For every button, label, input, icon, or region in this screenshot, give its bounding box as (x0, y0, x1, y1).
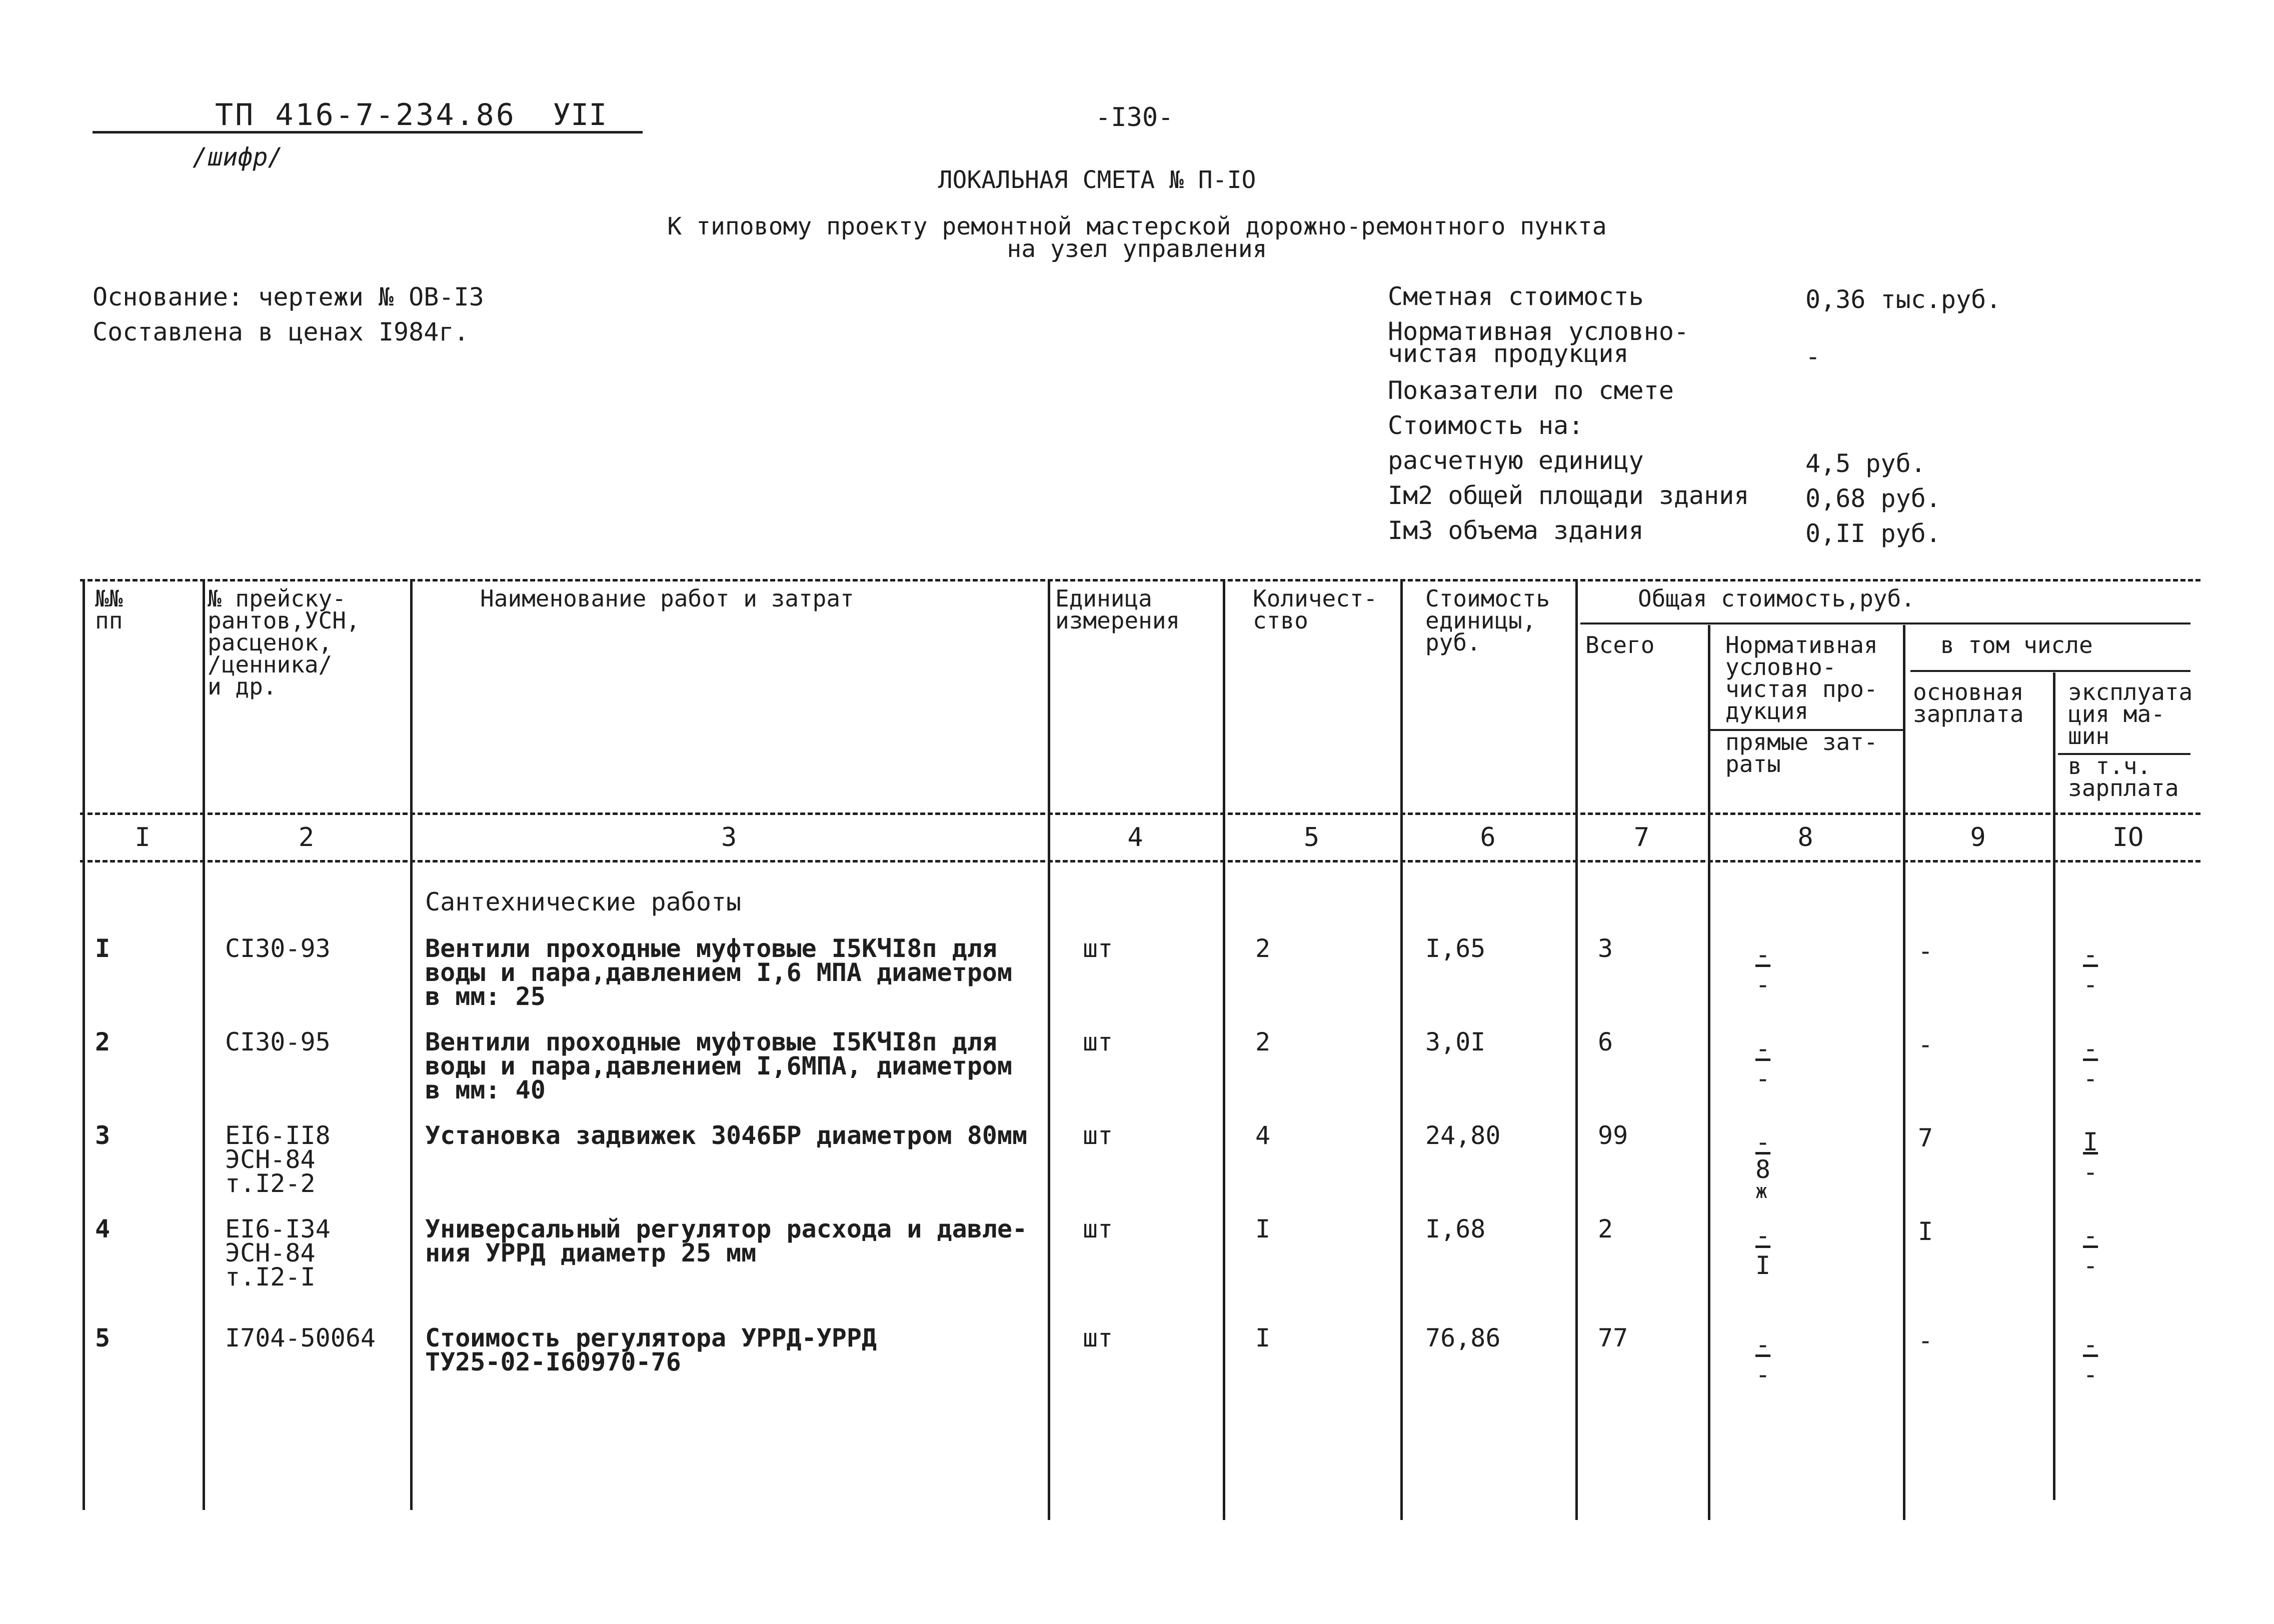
volume-cost-label: Iм3 объема здания (1388, 516, 1644, 545)
col-border-5 (1400, 580, 1403, 1520)
row-1-c10-top: - (2083, 940, 2098, 969)
col-border-2 (410, 580, 413, 1510)
row-5-c10-top: - (2083, 1330, 2098, 1359)
row-3-qty: 4 (1255, 1121, 1271, 1150)
row-4-c10-top: - (2083, 1221, 2098, 1250)
cost-on-label: Стоимость на: (1388, 411, 1584, 440)
unit-cost-label: расчетную единицу (1388, 446, 1644, 475)
header-c2: № прейску- рантов,УСН, расценок, /ценника/ и др. (208, 585, 360, 700)
row-1-c10-bottom: - (2083, 970, 2098, 999)
row-1-c8-bottom: - (1755, 970, 1771, 999)
subgroup-header-rule (1910, 670, 2190, 672)
row-1-unit: шт (1083, 934, 1113, 963)
estimated-cost-value: 0,36 тыс.руб. (1805, 285, 2001, 314)
row-3-unit: шт (1083, 1121, 1113, 1150)
header-c4: Единица измерения (1055, 585, 1180, 634)
col-border-4 (1223, 580, 1225, 1520)
volume-cost-value: 0,II руб. (1805, 519, 1941, 548)
estimated-cost-label: Сметная стоимость (1388, 282, 1644, 311)
col-border-3 (1048, 580, 1050, 1520)
estimate-subtitle-1: К типовому проекту ремонтной мастерской дорожно-ремонтного пункта (667, 212, 1607, 240)
row-3-c8-top: - (1755, 1128, 1771, 1156)
row-2-name: Вентили проходные муфтовые I5КЧI8п для воды и пара,давлением I,6МПА, диаметром в мм: 40 (425, 1028, 1012, 1104)
colno-1: I (135, 822, 151, 852)
unit-cost-value: 4,5 руб. (1805, 449, 1926, 478)
row-2-c10-top: - (2083, 1034, 2098, 1063)
row-3-c10-bottom: - (2083, 1158, 2098, 1186)
row-5-name: Стоимость регулятора УРРД-УРРД ТУ25-02-I60970-76 (425, 1324, 877, 1376)
row-4-c8-bottom: I (1755, 1251, 1771, 1280)
header-group: Общая стоимость,руб. (1638, 585, 1915, 612)
group-header-rule (1580, 622, 2190, 624)
header-bottom-border (80, 812, 2200, 815)
row-2-c9: - (1918, 1030, 1933, 1059)
indicators-label: Показатели по смете (1388, 376, 1674, 405)
area-cost-label: Iм2 общей площади здания (1388, 481, 1749, 510)
row-3-name: Установка задвижек 3046БР диаметром 80мм (425, 1121, 1028, 1150)
row-3-no: 3 (95, 1121, 111, 1150)
row-1-c8-top: - (1755, 940, 1771, 969)
row-2-code: CI30-95 (225, 1028, 331, 1056)
row-1-c9: - (1918, 936, 1933, 966)
row-4-code: EI6-I34 ЭСН-84 т.I2-I (225, 1214, 331, 1292)
row-3-c8-bottom: 8 (1755, 1155, 1771, 1184)
row-5-qty: I (1255, 1324, 1271, 1352)
normative-label-1: Нормативная условно- (1388, 317, 1689, 346)
header-c5: Количест- ство (1253, 585, 1378, 634)
colno-6: 6 (1480, 822, 1496, 852)
colno-5: 5 (1303, 822, 1320, 852)
row-5-code: I704-50064 (225, 1324, 376, 1352)
header-c6: Стоимость единицы, руб. (1425, 585, 1550, 656)
row-5-c8-bottom: - (1755, 1360, 1771, 1389)
header-c8b: прямые зат- раты (1725, 728, 1878, 778)
row-5-price: 76,86 (1425, 1324, 1501, 1352)
header-c3: Наименование работ и затрат (480, 585, 854, 612)
col-border-0 (83, 580, 85, 1510)
colno-10: IO (2112, 822, 2144, 852)
row-5-total: 77 (1598, 1324, 1628, 1352)
estimate-subtitle-2: на узел управления (1007, 235, 1267, 263)
col-border-7 (1708, 625, 1710, 1520)
row-4-c9: I (1918, 1217, 1933, 1246)
header-c1: №№ пп (95, 585, 123, 634)
row-4-price: I,68 (1425, 1214, 1486, 1244)
row-1-name: Вентили проходные муфтовые I5КЧI8п для воды и пара,давлением I,6 МПА диаметром в мм: 25 (425, 934, 1012, 1011)
header-c7: Всего (1585, 632, 1655, 658)
col-border-8 (1903, 625, 1905, 1520)
colno-9: 9 (1970, 822, 1986, 852)
row-2-no: 2 (95, 1028, 111, 1056)
row-4-qty: I (1255, 1214, 1271, 1244)
area-cost-value: 0,68 руб. (1805, 484, 1941, 513)
col-border-1 (203, 580, 205, 1510)
row-5-c10-bottom: - (2083, 1360, 2098, 1389)
row-2-c10-bottom: - (2083, 1064, 2098, 1093)
header-c10b: в т.ч. зарплата (2068, 752, 2179, 802)
header-c9: основная зарплата (1913, 678, 2024, 728)
colno-bottom-border (80, 860, 2200, 862)
page-number: -I30- (1095, 102, 1174, 132)
colno-7: 7 (1633, 822, 1650, 852)
row-3-c10-top: I (2083, 1128, 2098, 1156)
header-subgroup: в том числе (1940, 632, 2093, 658)
section-title: Сантехнические работы (425, 888, 742, 916)
normative-value: - (1805, 342, 1821, 371)
colno-3: 3 (721, 822, 737, 852)
row-1-no: I (95, 934, 111, 963)
row-2-c8-bottom: - (1755, 1064, 1771, 1093)
row-2-total: 6 (1598, 1028, 1613, 1056)
header-c10a: эксплуата ция ма- шин (2068, 678, 2193, 750)
row-1-code: CI30-93 (225, 934, 331, 963)
row-2-c8-top: - (1755, 1034, 1771, 1063)
row-3-c9: 7 (1918, 1124, 1933, 1152)
row-1-total: 3 (1598, 934, 1613, 963)
col-border-9 (2053, 672, 2055, 1500)
doc-part: УII (553, 98, 607, 132)
row-3-code: EI6-II8 ЭСН-84 т.I2-2 (225, 1121, 331, 1198)
estimate-title: ЛОКАЛЬНАЯ СМЕТА № П-IO (938, 166, 1256, 194)
colno-8: 8 (1797, 822, 1813, 852)
doc-code: ТП 416-7-234.86 (215, 98, 516, 132)
row-4-unit: шт (1083, 1214, 1113, 1244)
row-5-c8-top: - (1755, 1330, 1771, 1359)
row-3-price: 24,80 (1425, 1121, 1501, 1150)
header-c8a: Нормативная условно- чистая про- дукция (1725, 632, 1878, 724)
row-3-total: 99 (1598, 1121, 1628, 1150)
row-4-name: Универсальный регулятор расхода и давле- ния УРРД диаметр 25 мм (425, 1214, 1028, 1268)
row-1-price: I,65 (1425, 934, 1486, 963)
row-1-qty: 2 (1255, 934, 1271, 963)
row-4-c8-top: - (1755, 1221, 1771, 1250)
basis-text: Основание: чертежи № ОВ-I3 (93, 282, 484, 312)
prices-text: Составлена в ценах I984г. (93, 318, 469, 346)
row-4-c10-bottom: - (2083, 1251, 2098, 1280)
row-5-no: 5 (95, 1324, 111, 1352)
row-5-c9: - (1918, 1326, 1933, 1355)
row-3-c8-note: ж (1755, 1180, 1768, 1203)
row-4-total: 2 (1598, 1214, 1613, 1244)
table-top-border (80, 579, 2200, 582)
normative-label-2: чистая продукция (1388, 339, 1629, 368)
row-2-qty: 2 (1255, 1028, 1271, 1056)
row-2-unit: шт (1083, 1028, 1113, 1056)
row-2-price: 3,0I (1425, 1028, 1486, 1056)
row-4-no: 4 (95, 1214, 111, 1244)
colno-4: 4 (1127, 822, 1143, 852)
colno-2: 2 (298, 822, 315, 852)
cipher-label: /шифр/ (193, 142, 283, 172)
col-border-6 (1575, 580, 1578, 1520)
row-5-unit: шт (1083, 1324, 1113, 1352)
